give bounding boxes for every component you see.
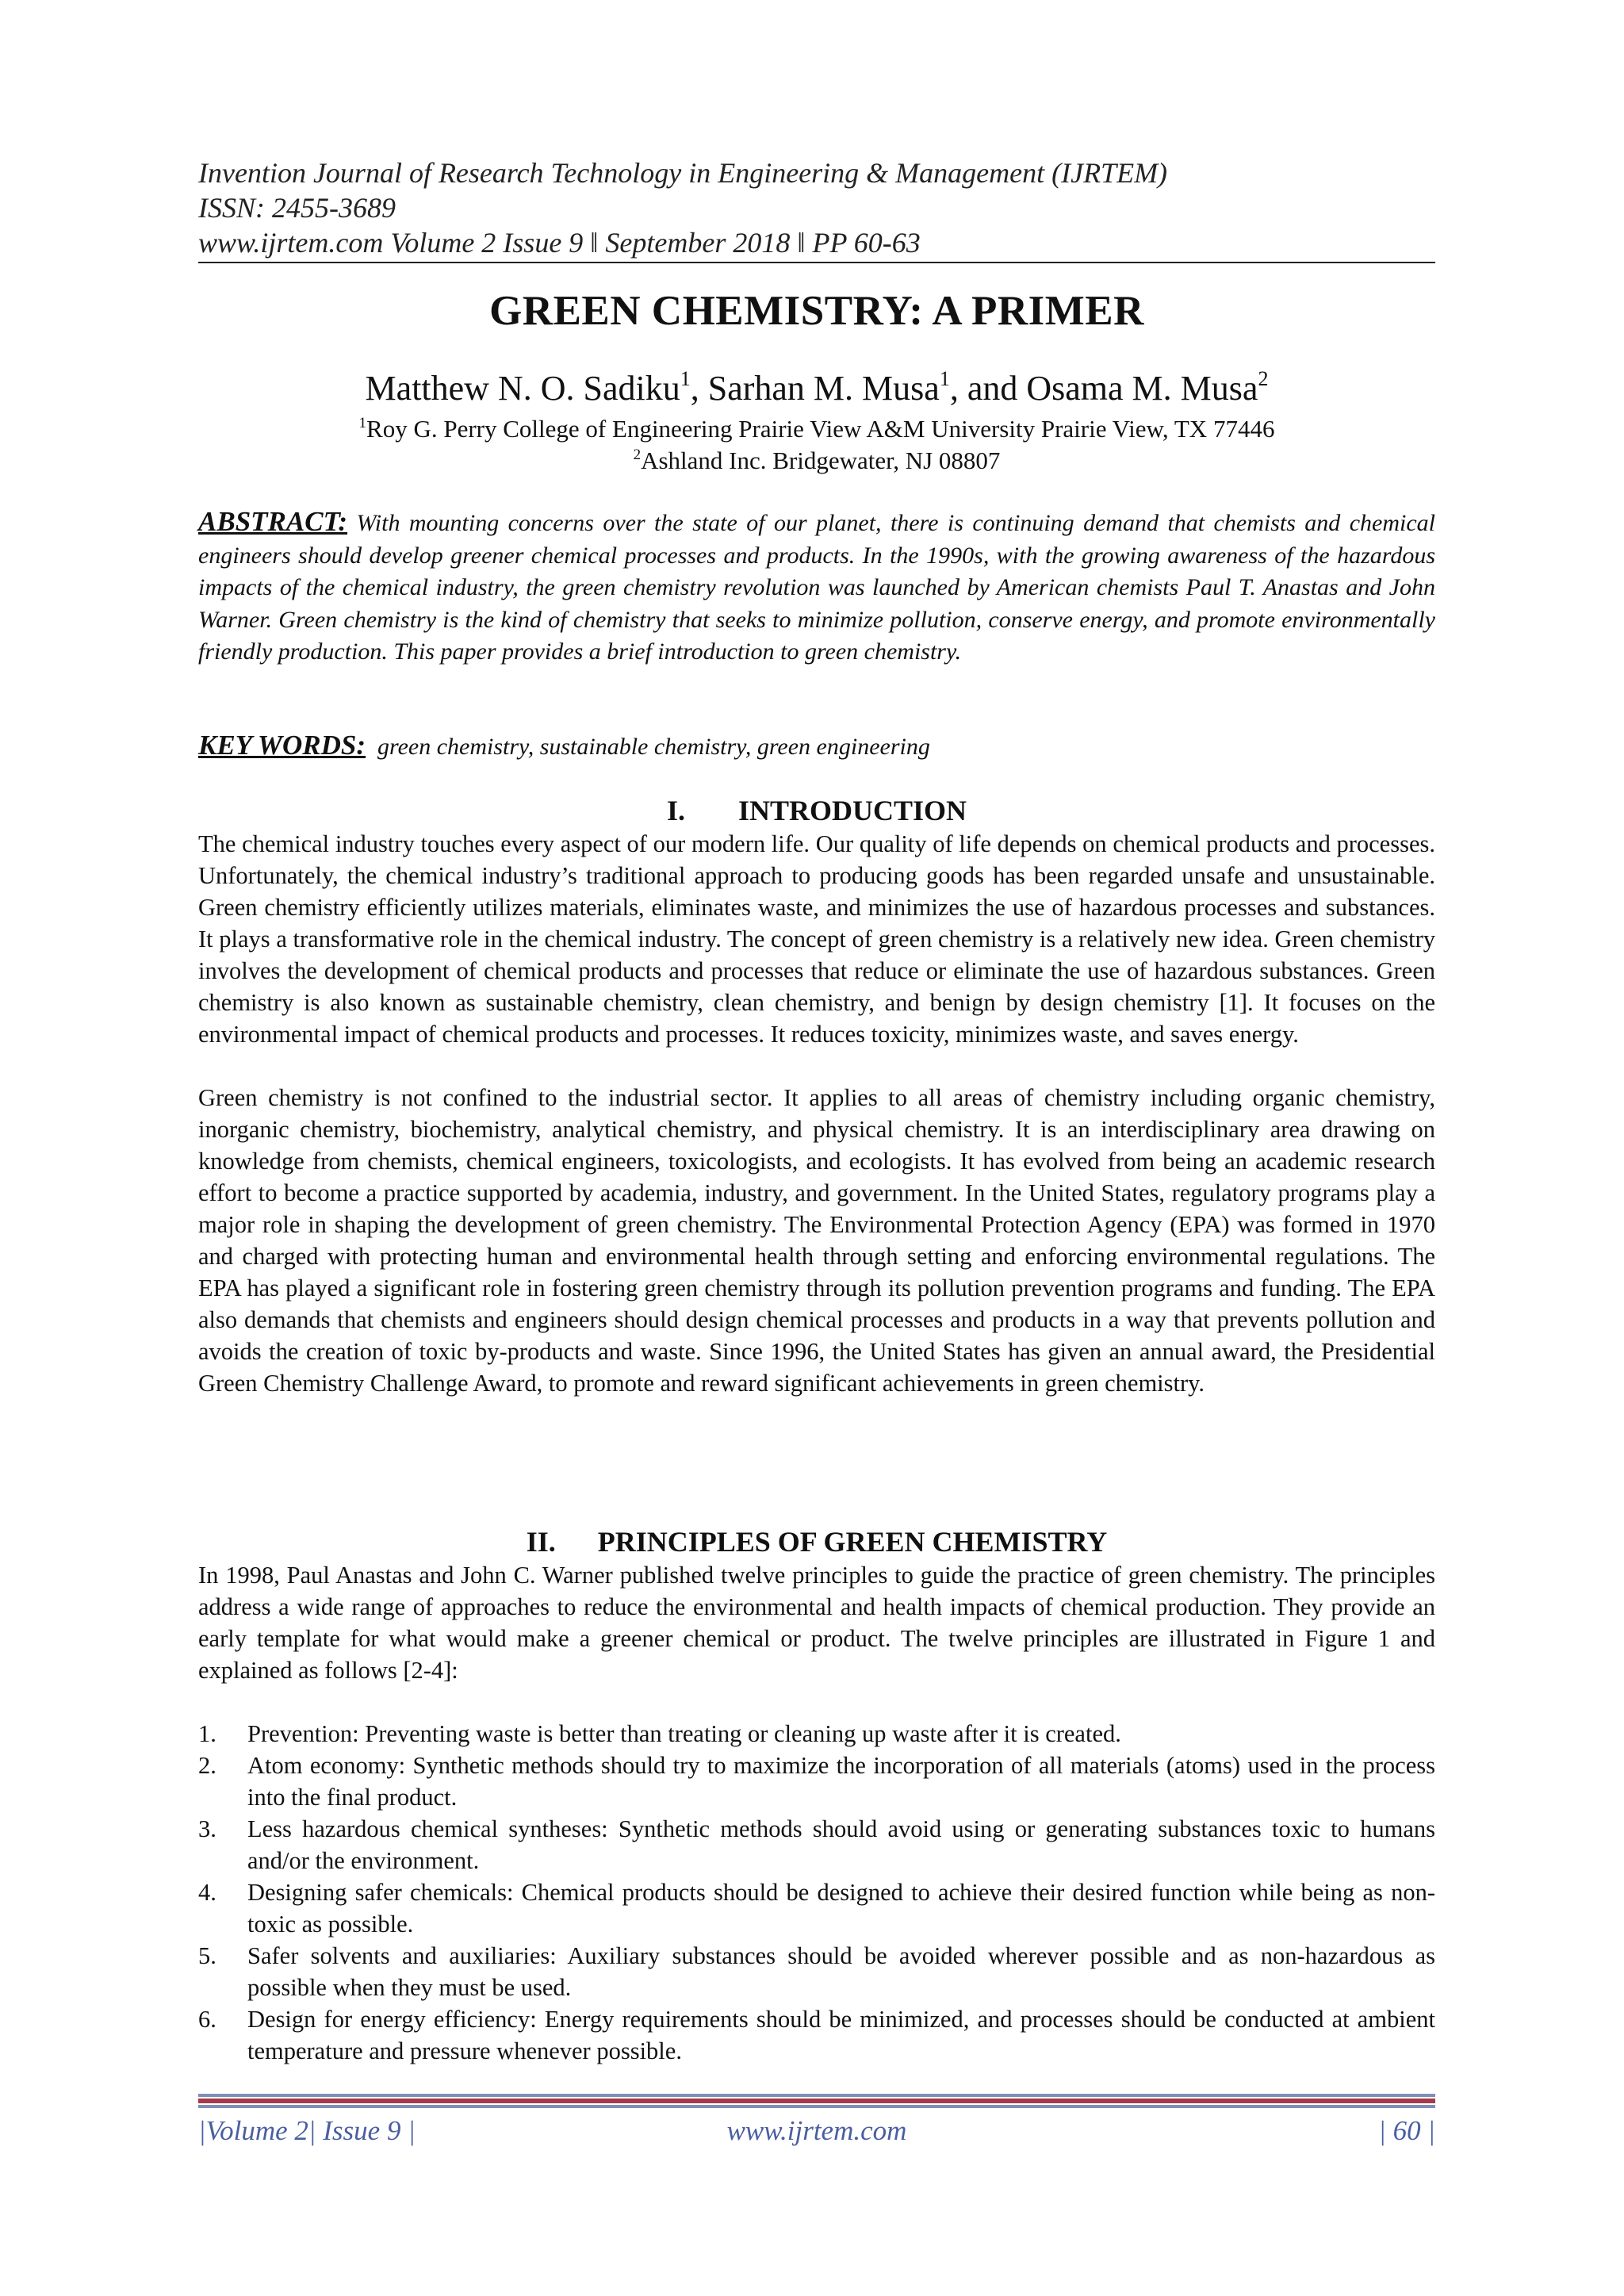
author-2: , Sarhan M. Musa bbox=[690, 369, 940, 408]
principles-body bbox=[198, 1559, 1435, 1686]
paper-title: GREEN CHEMISTRY: A PRIMER bbox=[489, 288, 1144, 334]
list-item-number: 3. bbox=[198, 1815, 216, 1842]
list-item-text: Atom economy: Synthetic methods should try to maximize the incorporation of all materials (atoms) used in the process into the final product. bbox=[247, 1752, 1435, 1811]
list-item bbox=[198, 1750, 1435, 1813]
journal-name: Invention Journal of Research Technology in Engineering & Management (IJRTEM) bbox=[198, 157, 1168, 189]
affiliation-1 bbox=[198, 413, 1435, 445]
footer-rule-top bbox=[198, 2094, 1435, 2097]
journal-issue-info: www.ijrtem.com Volume 2 Issue 9 ǁ September 2018 ǁ PP 60-63 bbox=[198, 227, 921, 259]
footer-volume-issue: |Volume 2| Issue 9 | bbox=[198, 2115, 416, 2146]
list-item-text: Designing safer chemicals: Chemical products should be designed to achieve their desired function while being as non-toxic as possible. bbox=[247, 1879, 1435, 1938]
affiliation-2-text: Ashland Inc. Bridgewater, NJ 08807 bbox=[641, 447, 1001, 474]
list-item-number: 1. bbox=[198, 1720, 216, 1747]
list-item bbox=[198, 1876, 1435, 1940]
list-item-text: Design for energy efficiency: Energy requirements should be minimized, and processes should be conducted at ambient temperature and pressure whenever possible. bbox=[247, 2006, 1435, 2064]
author-2-affil-mark: 1 bbox=[939, 367, 950, 390]
list-item-number: 4. bbox=[198, 1879, 216, 1906]
affiliation-1-text: Roy G. Perry College of Engineering Prairie View A&M University Prairie View, TX 77446 bbox=[366, 415, 1275, 443]
footer-page-number: | 60 | bbox=[1378, 2115, 1435, 2146]
list-item-text: Prevention: Preventing waste is better than treating or cleaning up waste after it is created. bbox=[247, 1720, 1121, 1747]
list-item bbox=[198, 1718, 1435, 1750]
author-3: , and Osama M. Musa bbox=[949, 369, 1258, 408]
list-item bbox=[198, 1940, 1435, 2003]
abstract-text: With mounting concerns over the state of our planet, there is continuing demand that chemists and chemical engineers should develop greener chemical processes and products. In the 1990s, with the growing awareness of the hazardous impacts of the chemical industry, the green chemistry revolution was launched by American chemists Paul T. Anastas and John Warner. Green chemistry is the kind of chemistry that seeks to minimize pollution, conserve energy, and promote environmentally friendly production. This paper provides a brief introduction to green chemistry. bbox=[198, 510, 1435, 665]
abstract-label: ABSTRACT: bbox=[198, 506, 348, 537]
list-item-number: 5. bbox=[198, 1942, 216, 1969]
list-item bbox=[198, 2003, 1435, 2067]
paragraph: Green chemistry is not confined to the industrial sector. It applies to all areas of chemistry including organic chemistry, inorganic chemistry, biochemistry, analytical chemistry, and physical chemistry. It is an interdisciplinary area drawing on knowledge from chemists, chemical engineers, toxicologists, and ecologists. It has evolved from being an academic research effort to become a practice supported by academia, industry, and government. In the United States, regulatory programs play a major role in shaping the development of green chemistry. The Environmental Protection Agency (EPA) was formed in 1970 and charged with protecting human and environmental health through setting and enforcing environmental regulations. The EPA has played a significant role in fostering green chemistry through its pollution prevention programs and funding. The EPA also demands that chemists and engineers should design chemical processes and products in a way that prevents pollution and avoids the creation of toxic by-products and waste. Since 1996, the United States has given an annual award, the Presidential Green Chemistry Challenge Award, to promote and reward significant achievements in green chemistry. bbox=[198, 1084, 1435, 1397]
section-heading-principles bbox=[198, 1524, 1435, 1559]
author-3-affil-mark: 2 bbox=[1258, 367, 1269, 390]
author-1-affil-mark: 1 bbox=[680, 367, 691, 390]
paper-page bbox=[198, 0, 1435, 2296]
paragraph: In 1998, Paul Anastas and John C. Warner published twelve principles to guide the practice of green chemistry. The principles address a wide range of approaches to reduce the environmental and health impacts of chemical production. They provide an early template for what would make a greener chemical or product. The twelve principles are illustrated in Figure 1 and explained as follows [2-4]: bbox=[198, 1562, 1435, 1684]
keywords-label: KEY WORDS: bbox=[198, 730, 366, 761]
list-item-number: 2. bbox=[198, 1752, 216, 1779]
section-number: II. bbox=[526, 1526, 556, 1558]
affiliation-2-mark: 2 bbox=[633, 447, 642, 463]
principles-list bbox=[198, 1718, 1435, 2067]
section-number: I. bbox=[666, 795, 685, 826]
keywords-text: green chemistry, sustainable chemistry, green engineering bbox=[377, 734, 930, 760]
affiliation-1-mark: 1 bbox=[358, 415, 367, 431]
section-title: PRINCIPLES OF GREEN CHEMISTRY bbox=[597, 1526, 1108, 1558]
section-title: INTRODUCTION bbox=[737, 795, 967, 826]
list-item-text: Safer solvents and auxiliaries: Auxiliary substances should be avoided wherever possible and as non-hazardous as possible when they must be used. bbox=[247, 1942, 1435, 2001]
abstract bbox=[198, 506, 1435, 669]
keywords bbox=[198, 730, 1435, 763]
footer-rules bbox=[198, 2094, 1435, 2108]
author-list bbox=[198, 366, 1435, 411]
section-heading-introduction bbox=[198, 793, 1435, 828]
paragraph: The chemical industry touches every aspect of our modern life. Our quality of life depends on chemical products and processes. Unfortunately, the chemical industry’s traditional approach to producing goods has been regarded unsafe and unsustainable. Green chemistry efficiently utilizes materials, eliminates waste, and minimizes the use of hazardous processes and substances. It plays a transformative role in the chemical industry. The concept of green chemistry is a relatively new idea. Green chemistry involves the development of chemical products and processes that reduce or eliminate the use of hazardous substances. Green chemistry is also known as sustainable chemistry, clean chemistry, and benign by design chemistry [1]. It focuses on the environmental impact of chemical products and processes. It reduces toxicity, minimizes waste, and saves energy. bbox=[198, 830, 1435, 1048]
introduction-body bbox=[198, 828, 1435, 1399]
footer-rule-middle bbox=[198, 2099, 1435, 2103]
journal-issn: ISSN: 2455-3689 bbox=[198, 192, 396, 224]
affiliation-2 bbox=[198, 445, 1435, 477]
header-rule bbox=[198, 262, 1435, 263]
footer-website: www.ijrtem.com bbox=[726, 2115, 907, 2146]
list-item-number: 6. bbox=[198, 2006, 216, 2033]
author-1: Matthew N. O. Sadiku bbox=[365, 369, 680, 408]
list-item bbox=[198, 1813, 1435, 1876]
list-item-text: Less hazardous chemical syntheses: Synthetic methods should avoid using or generating substances toxic to humans and/or the environment. bbox=[247, 1815, 1435, 1874]
journal-header bbox=[198, 155, 1435, 263]
footer-rule-bottom bbox=[198, 2105, 1435, 2108]
